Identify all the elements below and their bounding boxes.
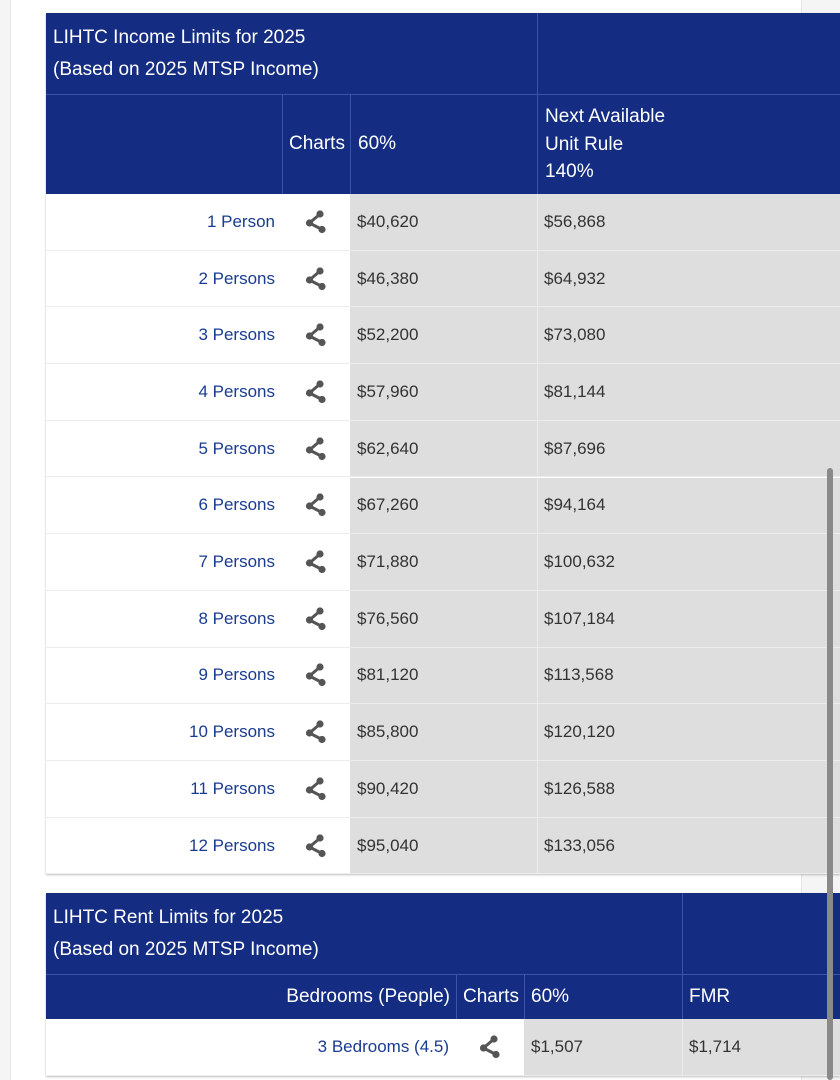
income-table-header bbox=[46, 13, 840, 194]
income-value-60: $71,880 bbox=[350, 534, 537, 590]
income-value-140: $81,144 bbox=[537, 364, 840, 420]
chart-share-icon bbox=[479, 1035, 501, 1059]
income-value-60: $52,200 bbox=[350, 307, 537, 363]
income-value-60: $95,040 bbox=[350, 818, 537, 874]
chart-button[interactable] bbox=[282, 704, 350, 760]
income-value-60: $62,640 bbox=[350, 421, 537, 477]
income-table-row bbox=[46, 704, 840, 761]
chart-share-icon bbox=[305, 380, 327, 404]
income-table-row bbox=[46, 648, 840, 705]
income-table-row bbox=[46, 251, 840, 308]
chart-share-icon bbox=[305, 834, 327, 858]
household-size-link[interactable]: 3 Persons bbox=[46, 307, 282, 363]
income-limits-table bbox=[46, 13, 840, 874]
rent-table-row bbox=[46, 1019, 840, 1076]
scrollbar-thumb[interactable] bbox=[827, 468, 833, 1080]
rent-chart-button[interactable] bbox=[456, 1019, 524, 1075]
rent-value-fmr: $1,714 bbox=[682, 1019, 840, 1075]
col-header-unit-rule: Unit Rule bbox=[545, 134, 624, 155]
income-value-60: $85,800 bbox=[350, 704, 537, 760]
income-table-subtitle: (Based on 2025 MTSP Income) bbox=[53, 59, 319, 80]
income-value-60: $46,380 bbox=[350, 251, 537, 307]
chart-share-icon bbox=[305, 493, 327, 517]
household-size-link[interactable]: 9 Persons bbox=[46, 648, 282, 704]
income-value-140: $94,164 bbox=[537, 478, 840, 534]
income-value-60: $57,960 bbox=[350, 364, 537, 420]
household-size-link[interactable]: 4 Persons bbox=[46, 364, 282, 420]
income-table-row bbox=[46, 818, 840, 875]
chart-share-icon bbox=[305, 720, 327, 744]
household-size-link[interactable]: 11 Persons bbox=[46, 761, 282, 817]
chart-button[interactable] bbox=[282, 761, 350, 817]
household-size-link[interactable]: 2 Persons bbox=[46, 251, 282, 307]
chart-button[interactable] bbox=[282, 534, 350, 590]
rent-table-header bbox=[46, 893, 840, 1019]
rent-limits-table bbox=[46, 893, 840, 1076]
income-value-60: $81,120 bbox=[350, 648, 537, 704]
chart-share-icon bbox=[305, 267, 327, 291]
household-size-link[interactable]: 7 Persons bbox=[46, 534, 282, 590]
income-table-row bbox=[46, 421, 840, 478]
income-value-140: $100,632 bbox=[537, 534, 840, 590]
household-size-link[interactable]: 6 Persons bbox=[46, 478, 282, 534]
col-header-140: 140% bbox=[545, 161, 594, 182]
chart-share-icon bbox=[305, 210, 327, 234]
col-header-bedrooms: Bedrooms (People) bbox=[286, 986, 450, 1007]
income-value-140: $133,056 bbox=[537, 818, 840, 874]
rent-row-label-link[interactable]: 3 Bedrooms (4.5) bbox=[46, 1019, 456, 1075]
income-value-60: $40,620 bbox=[350, 194, 537, 250]
income-value-60: $67,260 bbox=[350, 478, 537, 534]
income-table-row bbox=[46, 194, 840, 251]
household-size-link[interactable]: 5 Persons bbox=[46, 421, 282, 477]
chart-share-icon bbox=[305, 437, 327, 461]
chart-button[interactable] bbox=[282, 591, 350, 647]
income-value-140: $107,184 bbox=[537, 591, 840, 647]
chart-share-icon bbox=[305, 663, 327, 687]
chart-button[interactable] bbox=[282, 194, 350, 250]
income-value-140: $126,588 bbox=[537, 761, 840, 817]
income-table-row bbox=[46, 761, 840, 818]
chart-share-icon bbox=[305, 550, 327, 574]
rent-value-60: $1,507 bbox=[524, 1019, 682, 1075]
chart-share-icon bbox=[305, 323, 327, 347]
col-header-60: 60% bbox=[358, 133, 397, 154]
income-value-140: $56,868 bbox=[537, 194, 840, 250]
income-table-row bbox=[46, 307, 840, 364]
col-header-next-available: Next Available bbox=[545, 106, 666, 127]
rent-table-subtitle: (Based on 2025 MTSP Income) bbox=[53, 939, 319, 960]
chart-button[interactable] bbox=[282, 421, 350, 477]
col-header-rent-charts: Charts bbox=[463, 986, 519, 1007]
rent-table-title: LIHTC Rent Limits for 2025 bbox=[53, 907, 284, 928]
col-header-fmr: FMR bbox=[689, 986, 731, 1007]
chart-button[interactable] bbox=[282, 478, 350, 534]
income-table-body bbox=[46, 194, 840, 874]
income-value-60: $76,560 bbox=[350, 591, 537, 647]
household-size-link[interactable]: 1 Person bbox=[46, 194, 282, 250]
chart-button[interactable] bbox=[282, 251, 350, 307]
income-value-140: $73,080 bbox=[537, 307, 840, 363]
income-value-140: $64,932 bbox=[537, 251, 840, 307]
household-size-link[interactable]: 10 Persons bbox=[46, 704, 282, 760]
chart-button[interactable] bbox=[282, 648, 350, 704]
income-table-row bbox=[46, 534, 840, 591]
chart-share-icon bbox=[305, 777, 327, 801]
income-value-60: $90,420 bbox=[350, 761, 537, 817]
income-table-row bbox=[46, 591, 840, 648]
income-value-140: $87,696 bbox=[537, 421, 840, 477]
income-table-title: LIHTC Income Limits for 2025 bbox=[53, 27, 306, 48]
income-value-140: $120,120 bbox=[537, 704, 840, 760]
household-size-link[interactable]: 8 Persons bbox=[46, 591, 282, 647]
chart-button[interactable] bbox=[282, 307, 350, 363]
chart-button[interactable] bbox=[282, 818, 350, 874]
income-table-row bbox=[46, 364, 840, 421]
col-header-charts: Charts bbox=[289, 133, 345, 154]
income-table-row bbox=[46, 478, 840, 535]
income-value-140: $113,568 bbox=[537, 648, 840, 704]
chart-button[interactable] bbox=[282, 364, 350, 420]
household-size-link[interactable]: 12 Persons bbox=[46, 818, 282, 874]
col-header-rent-60: 60% bbox=[531, 986, 570, 1007]
chart-share-icon bbox=[305, 607, 327, 631]
